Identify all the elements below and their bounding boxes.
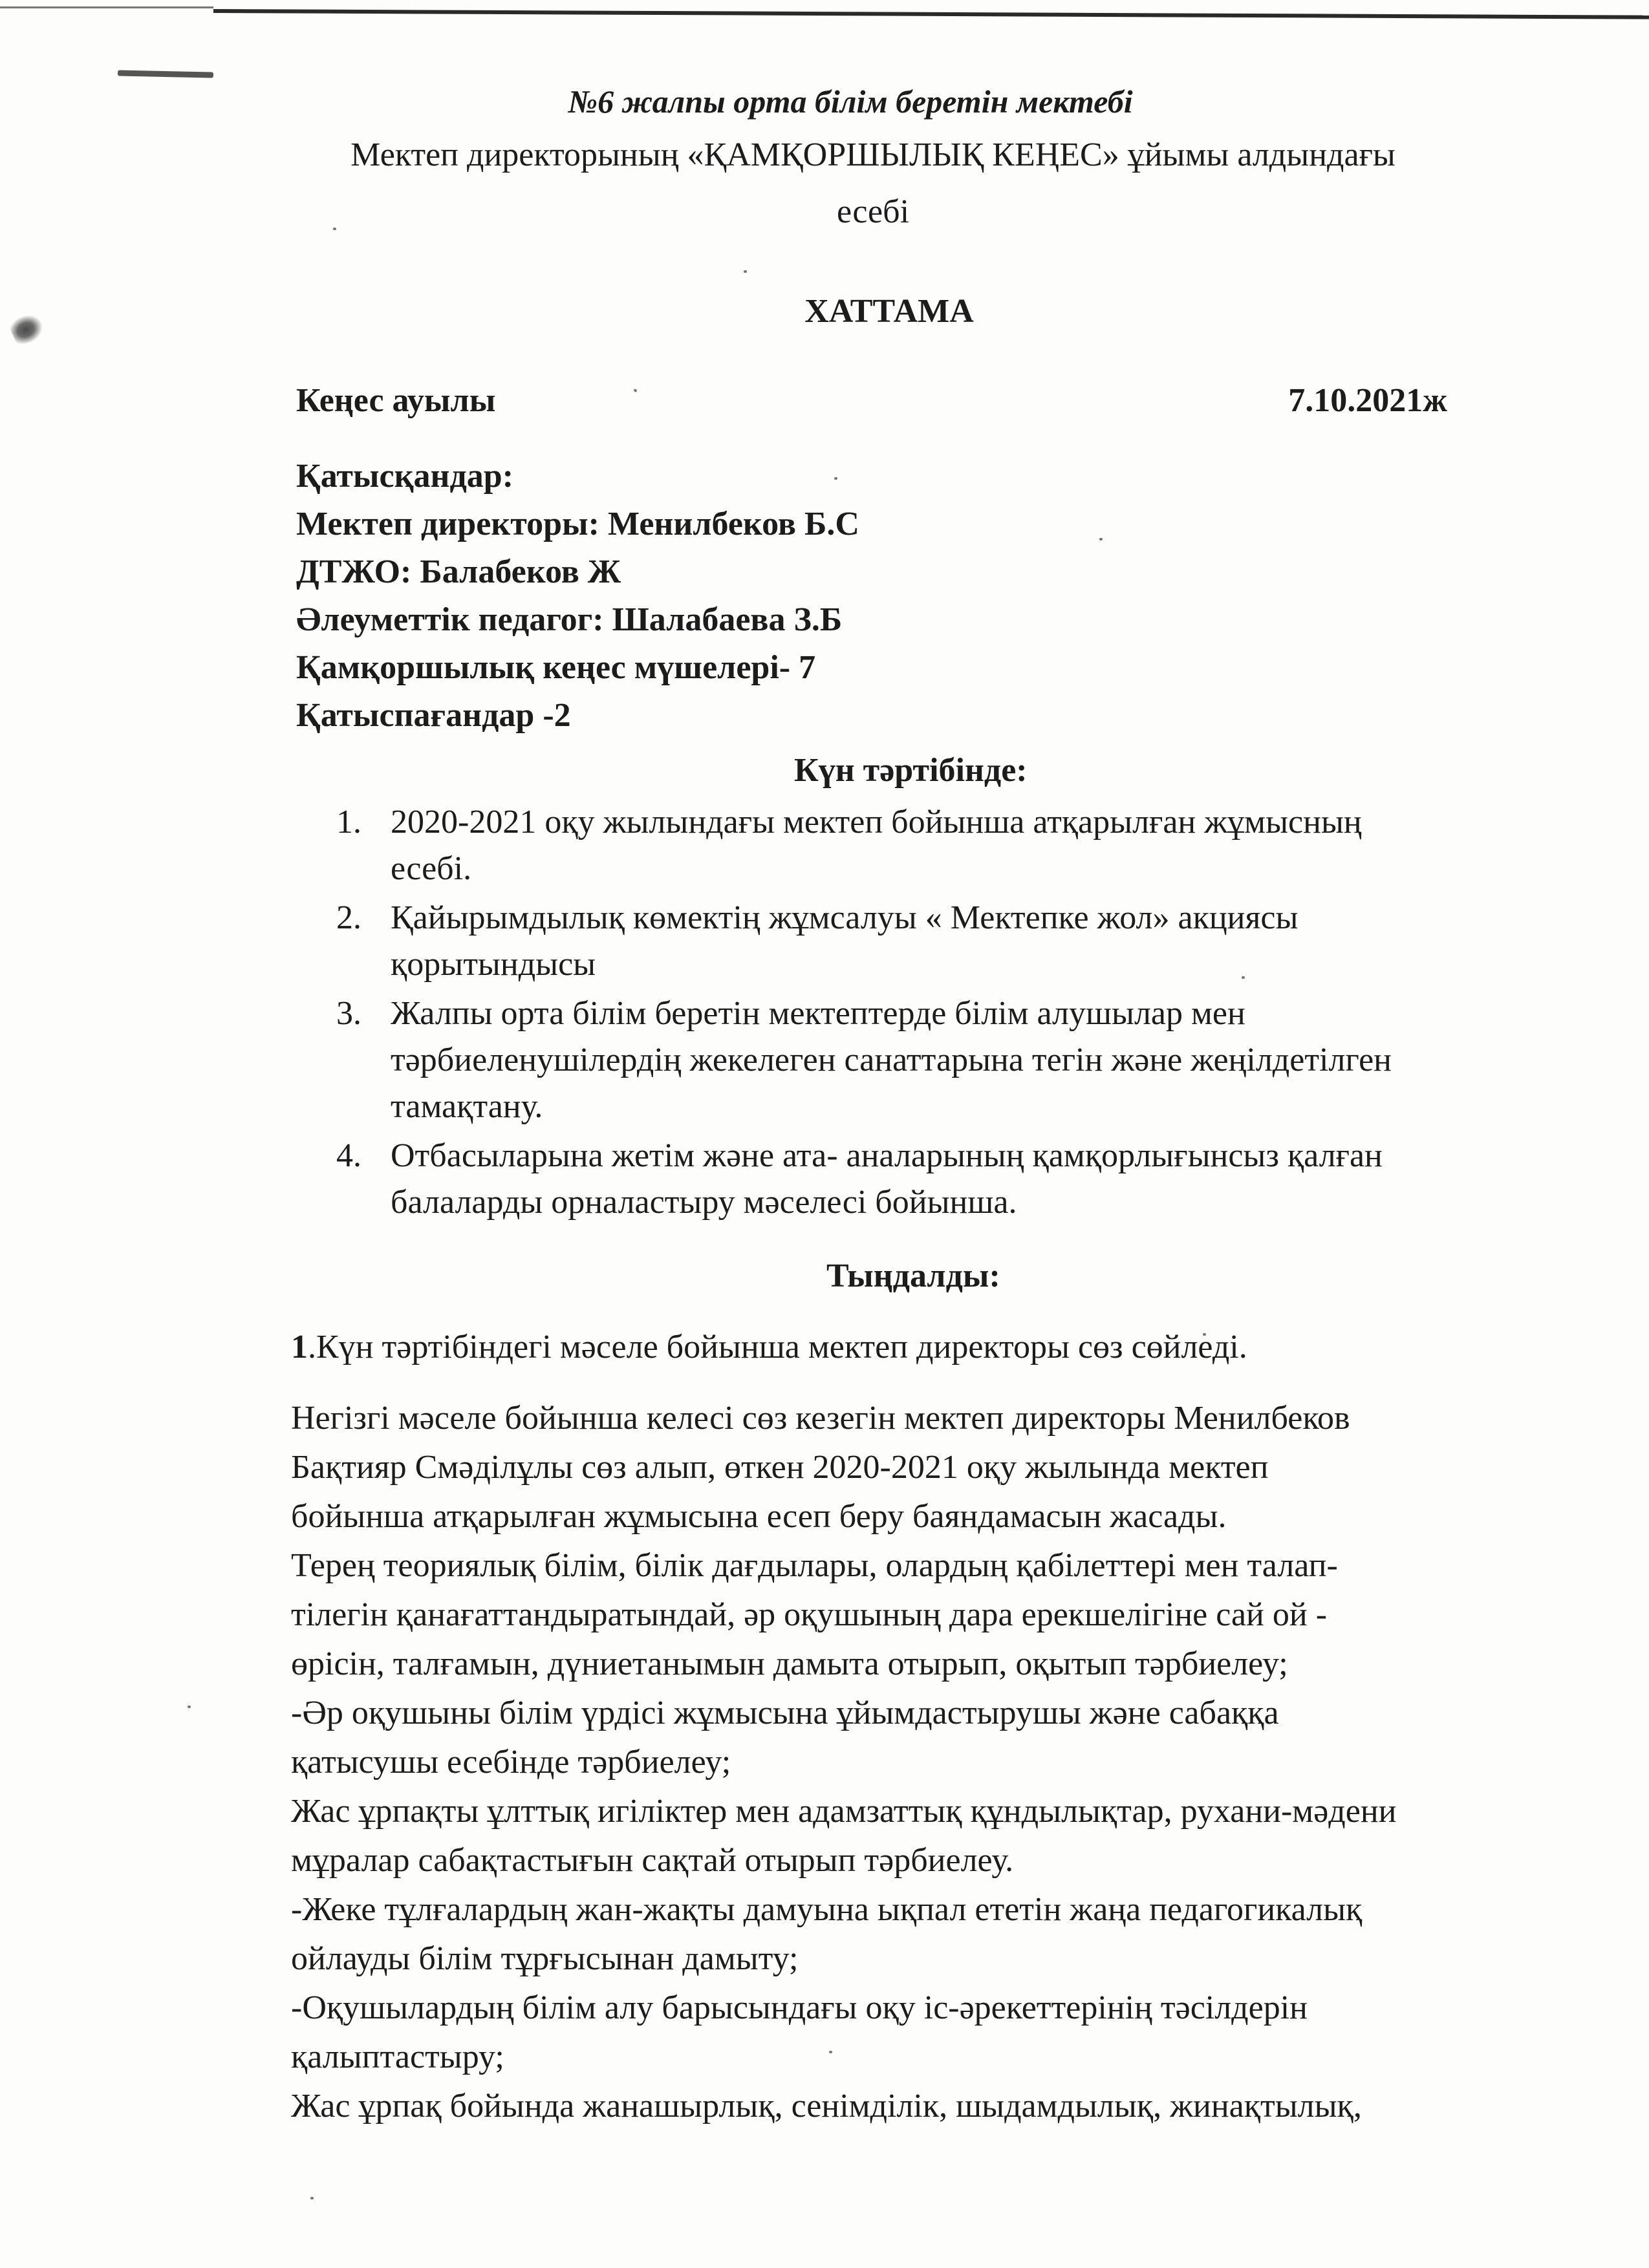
agenda-item [336, 1133, 1565, 1226]
agenda-item-line: Отбасыларына жетім және ата- аналарының қамқорлығынсыз қалған [391, 1137, 1383, 1174]
agenda-item-number: 3. [336, 995, 361, 1032]
place: Кеңес ауылы [296, 382, 496, 419]
agenda-heading: Күн тәртібінде: [794, 752, 1028, 789]
scan-speck [310, 2197, 314, 2199]
agenda-item [336, 990, 1565, 1130]
agenda-item-number: 1. [336, 804, 361, 840]
body-line: Бақтияр Смәділұлы сөз алып, өткен 2020-2021 оқу жылында мектеп [291, 1449, 1269, 1486]
heard-item-1 [291, 1323, 1552, 1372]
body-line: Негізгі мәселе бойынша келесі сөз кезегін мектеп директоры Менилбеков [291, 1400, 1350, 1437]
body-line: -Жеке тұлғалардың жан-жақты дамуына ықпал ететін жаңа педагогикалық [291, 1891, 1363, 1928]
date: 7.10.2021ж [1288, 382, 1447, 419]
body-line: Жас ұрпақ бойында жанашырлық, сенімділік, шыдамдылық, жинақтылық, [291, 2088, 1362, 2124]
attendees-heading: Қатысқандар: [296, 458, 514, 495]
scan-speck [744, 270, 747, 273]
attendees-absent: Қатыспағандар -2 [296, 697, 571, 734]
heard-heading: Тыңдалды: [826, 1257, 1000, 1294]
agenda-item-text [391, 895, 1565, 988]
agenda-item [336, 799, 1565, 892]
body-paragraphs [291, 1394, 1552, 2131]
school-name: №6 жалпы орта білім беретін мектебі [568, 83, 1133, 120]
body-line: бойынша атқарылған жұмысына есеп беру баяндамасын жасады. [291, 1498, 1227, 1535]
scan-speck [188, 1706, 191, 1708]
body-line: -Оқушылардың білім алу барысындағы оқу іс-әрекеттерінің тәсілдерін [291, 1989, 1308, 2026]
scan-edge-line [0, 6, 213, 8]
body-line: ойлауды білім тұрғысынан дамыту; [291, 1940, 799, 1977]
agenda-item-line: есебі. [391, 850, 472, 887]
heard-item-number: 1 [291, 1329, 308, 1365]
scan-speck [1099, 538, 1103, 540]
agenda-item-text [391, 1133, 1565, 1226]
agenda-item-number: 2. [336, 899, 361, 936]
scan-mark [118, 70, 213, 78]
attendee-social-pedagogue: Әлеуметтік педагог: Шалабаева З.Б [296, 601, 843, 638]
body-line: өрісін, талғамын, дүниетанымын дамыта отырып, оқытып тәрбиелеу; [291, 1645, 1288, 1682]
body-line: тілегін қанағаттандыратындай, әр оқушының дара ерекшелігіне сай ой - [291, 1596, 1328, 1633]
report-title-line-1: Мектеп директорының «ҚАМҚОРШЫЛЫҚ КЕҢЕС» ұйымы алдындағы [350, 136, 1396, 173]
agenda-item [336, 895, 1565, 988]
scan-blot [7, 310, 47, 348]
attendee-director: Мектеп директоры: Менилбеков Б.С [296, 506, 859, 542]
agenda-item-line: 2020-2021 оқу жылындағы мектеп бойынша атқарылған жұмысның [391, 804, 1362, 840]
agenda-item-text [391, 990, 1565, 1130]
attendee-deputy: ДТЖО: Балабеков Ж [296, 553, 621, 590]
report-title-line-2: есебі [836, 193, 910, 230]
body-line: Терең теориялық білім, білік дағдылары, олардың қабілеттері мен талап- [291, 1547, 1338, 1584]
body-line: қалыптастыру; [291, 2038, 504, 2075]
agenda-item-line: Жалпы орта білім беретін мектептерде білім алушылар мен [391, 995, 1245, 1032]
attendees-block [296, 453, 859, 740]
agenda-item-text [391, 799, 1565, 892]
agenda-item-line: тамақтану. [391, 1088, 543, 1125]
attendee-council-members: Қамқоршылық кеңес мүшелері- 7 [296, 649, 816, 686]
agenda-item-line: Қайырымдылық көмектің жұмсалуы « Мектепке жол» акциясы [391, 899, 1299, 936]
body-line: Жас ұрпақты ұлттық игіліктер мен адамзаттық құндылықтар, рухани-мәдени [291, 1793, 1397, 1830]
body-line: қатысушы есебінде тәрбиелеу; [291, 1744, 731, 1781]
body-line: -Әр оқушыны білім үрдісі жұмысына ұйымдастырушы және сабаққа [291, 1695, 1279, 1731]
document-title: ХАТТАМА [804, 293, 974, 330]
agenda-item-line: қорытындысы [391, 946, 596, 983]
place-date-row [296, 381, 1447, 420]
body-line: мұралар сабақтастығын сақтай отырып тәрбиелеу. [291, 1842, 1014, 1879]
heard-item-text: .Күн тәртібіндегі мәселе бойынша мектеп директоры сөз сөйледі. [308, 1329, 1247, 1365]
scan-top-border [213, 9, 1649, 19]
agenda-item-line: балаларды орналастыру мәселесі бойынша. [391, 1184, 1017, 1221]
agenda-item-line: тәрбиеленушілердің жекелеген санаттарына тегін және жеңілдетілген [391, 1042, 1392, 1078]
agenda-item-number: 4. [336, 1137, 361, 1174]
agenda-list [336, 799, 1565, 1228]
